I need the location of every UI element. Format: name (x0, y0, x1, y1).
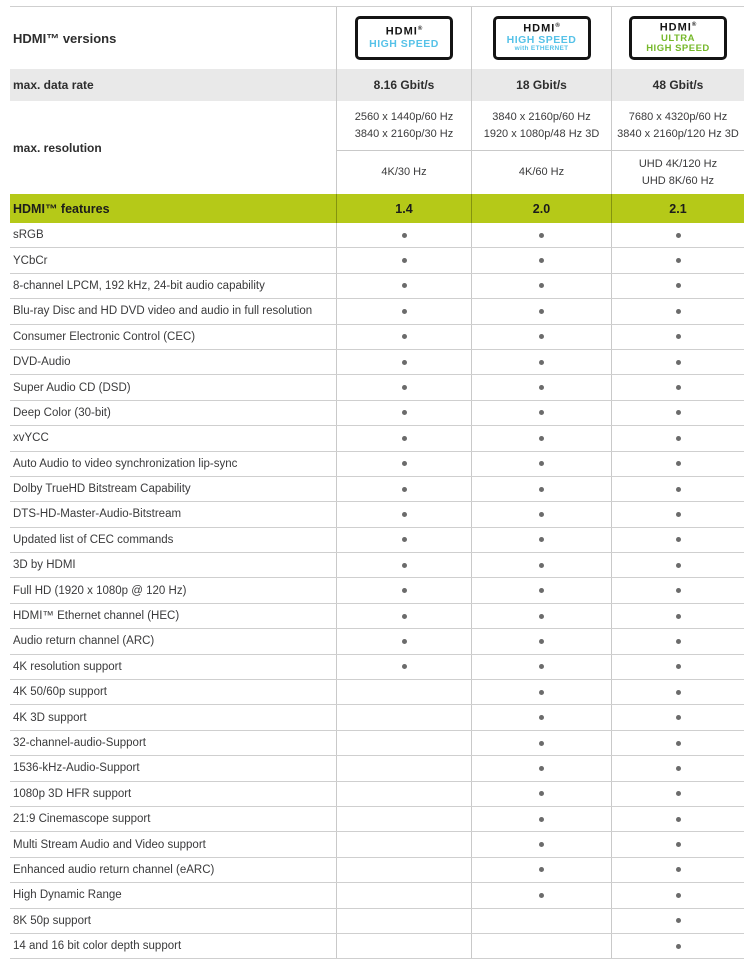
support-cell (471, 502, 611, 526)
support-cell (611, 502, 744, 526)
support-cell (336, 782, 471, 806)
table-row (10, 934, 744, 959)
support-cell (611, 629, 744, 653)
support-dot (402, 436, 407, 441)
support-dot (539, 893, 544, 898)
features-header-row (10, 194, 744, 223)
resolution-value (336, 101, 471, 151)
support-dot (402, 309, 407, 314)
support-cell (611, 731, 744, 755)
data-rate-value: 18 Gbit/s (471, 69, 611, 101)
feature-label: 1536-kHz-Audio-Support (13, 762, 140, 775)
resolution-line: 3840 x 2160p/120 Hz 3D (617, 127, 739, 140)
feature-label: 4K 50/60p support (13, 686, 107, 699)
support-dot (676, 918, 681, 923)
hdmi-ultra-high-speed-logo (629, 16, 727, 60)
support-cell (611, 705, 744, 729)
support-dot (539, 334, 544, 339)
support-dot (539, 461, 544, 466)
support-cell (611, 756, 744, 780)
resolution-line: 4K/30 Hz (381, 166, 427, 179)
table-row (10, 528, 744, 553)
features-header-label: HDMI™ features (13, 201, 110, 216)
support-dot (539, 436, 544, 441)
support-cell (336, 274, 471, 298)
support-cell (336, 731, 471, 755)
table-row (10, 807, 744, 832)
support-dot (539, 690, 544, 695)
feature-label: 4K resolution support (13, 660, 122, 673)
support-dot (539, 233, 544, 238)
support-cell (611, 223, 744, 247)
support-dot (402, 537, 407, 542)
hdmi-ultra-high-speed-logo (611, 7, 744, 69)
support-cell (471, 401, 611, 425)
table-row (10, 248, 744, 273)
support-dot (539, 563, 544, 568)
feature-label: DVD-Audio (13, 356, 71, 369)
support-dot (676, 690, 681, 695)
table-row (10, 756, 744, 781)
support-cell (471, 883, 611, 907)
table-row (10, 578, 744, 603)
support-cell (471, 604, 611, 628)
support-cell (471, 655, 611, 679)
feature-label: xvYCC (13, 432, 49, 445)
support-dot (676, 639, 681, 644)
data-rate-value: 48 Gbit/s (611, 69, 744, 101)
support-cell (471, 807, 611, 831)
support-cell (336, 883, 471, 907)
support-dot (402, 639, 407, 644)
support-dot (402, 410, 407, 415)
support-cell (611, 299, 744, 323)
support-cell (611, 528, 744, 552)
logo-subtitle: HIGH SPEED (369, 37, 439, 50)
support-cell (471, 452, 611, 476)
table-row (10, 274, 744, 299)
support-dot (539, 512, 544, 517)
support-dot (402, 487, 407, 492)
data-rate-row (10, 69, 744, 101)
support-dot (676, 233, 681, 238)
table-row (10, 553, 744, 578)
support-dot (402, 614, 407, 619)
feature-rows (10, 223, 744, 959)
logo-subtitle: HIGH SPEED (646, 43, 710, 55)
support-dot (676, 664, 681, 669)
table-row (10, 502, 744, 527)
support-cell (611, 807, 744, 831)
table-row (10, 883, 744, 908)
support-dot (676, 791, 681, 796)
hdmi-wordmark: HDMI® (659, 21, 697, 34)
support-cell (336, 705, 471, 729)
support-dot (402, 664, 407, 669)
support-dot (539, 741, 544, 746)
support-cell (336, 680, 471, 704)
support-dot (402, 563, 407, 568)
data-rate-value: 8.16 Gbit/s (336, 69, 471, 101)
support-cell (471, 553, 611, 577)
support-dot (676, 461, 681, 466)
table-row (10, 604, 744, 629)
support-cell (471, 528, 611, 552)
support-dot (676, 360, 681, 365)
support-cell (611, 452, 744, 476)
support-cell (471, 477, 611, 501)
support-dot (539, 309, 544, 314)
feature-label: Auto Audio to video synchronization lip-sync (13, 457, 238, 470)
support-cell (336, 832, 471, 856)
support-cell (336, 375, 471, 399)
feature-label: 3D by HDMI (13, 559, 76, 572)
feature-label: 21:9 Cinemascope support (13, 813, 151, 826)
support-dot (676, 537, 681, 542)
support-dot (539, 639, 544, 644)
support-cell (611, 248, 744, 272)
support-cell (471, 223, 611, 247)
resolution-line: 3840 x 2160p/60 Hz (492, 111, 591, 123)
resolution-label: max. resolution (13, 140, 102, 155)
table-row (10, 858, 744, 883)
support-cell (471, 909, 611, 933)
support-dot (539, 385, 544, 390)
resolution-line: 7680 x 4320p/60 Hz (628, 111, 728, 123)
feature-label: Audio return channel (ARC) (13, 635, 155, 648)
hdmi-high-speed-logo (336, 7, 471, 69)
feature-label: Enhanced audio return channel (eARC) (13, 863, 215, 876)
support-cell (336, 655, 471, 679)
resolution-line: UHD 8K/60 Hz (641, 174, 715, 187)
logo-subtitle: ULTRA (661, 33, 695, 45)
feature-label: Dolby TrueHD Bitstream Capability (13, 483, 191, 496)
support-dot (402, 461, 407, 466)
feature-label: Consumer Electronic Control (CEC) (13, 330, 196, 343)
table-row (10, 426, 744, 451)
support-dot (402, 283, 407, 288)
support-cell (611, 325, 744, 349)
support-dot (402, 360, 407, 365)
support-dot (539, 842, 544, 847)
support-cell (471, 274, 611, 298)
support-cell (611, 832, 744, 856)
table-row (10, 832, 744, 857)
table-row (10, 477, 744, 502)
table-row (10, 223, 744, 248)
table-row (10, 731, 744, 756)
support-dot (539, 766, 544, 771)
resolution-line: 4K/60 Hz (518, 166, 565, 179)
support-dot (676, 410, 681, 415)
support-cell (611, 934, 744, 958)
support-cell (336, 756, 471, 780)
hdmi-wordmark: HDMI® (385, 26, 423, 39)
support-cell (336, 604, 471, 628)
versions-row-label: HDMI™ versions (13, 30, 117, 46)
hdmi-high-speed-ethernet-logo (471, 7, 611, 69)
hdmi-wordmark: HDMI® (523, 22, 560, 35)
hdmi-high-speed-ethernet-logo (493, 16, 591, 60)
support-cell (611, 274, 744, 298)
support-dot (676, 766, 681, 771)
support-dot (676, 867, 681, 872)
support-cell (471, 832, 611, 856)
version-number: 2.0 (471, 194, 611, 223)
support-dot (676, 588, 681, 593)
feature-label: Blu-ray Disc and HD DVD video and audio in full resolution (13, 305, 313, 318)
table-row (10, 325, 744, 350)
logo-subtitle: with ETHERNET (514, 45, 569, 53)
support-cell (471, 426, 611, 450)
support-cell (336, 401, 471, 425)
support-dot (539, 588, 544, 593)
feature-label: sRGB (13, 229, 44, 242)
support-dot (676, 893, 681, 898)
version-number: 1.4 (336, 194, 471, 223)
resolution-value (611, 151, 744, 194)
support-cell (336, 909, 471, 933)
support-cell (336, 528, 471, 552)
feature-label: Updated list of CEC commands (13, 533, 174, 546)
support-dot (676, 944, 681, 949)
support-cell (611, 883, 744, 907)
version-number: 2.1 (611, 194, 744, 223)
support-cell (611, 426, 744, 450)
resolution-line: 2560 x 1440p/60 Hz (354, 111, 454, 123)
support-dot (676, 258, 681, 263)
support-cell (611, 578, 744, 602)
support-dot (402, 385, 407, 390)
feature-label: 4K 3D support (13, 711, 87, 724)
support-cell (336, 934, 471, 958)
support-dot (539, 487, 544, 492)
support-dot (676, 614, 681, 619)
support-cell (336, 807, 471, 831)
support-cell (336, 578, 471, 602)
table-row (10, 909, 744, 934)
feature-label: 8-channel LPCM, 192 kHz, 24-bit audio capability (13, 279, 265, 292)
support-cell (471, 680, 611, 704)
support-dot (676, 563, 681, 568)
feature-label: 32-channel-audio-Support (13, 737, 146, 749)
support-cell (611, 553, 744, 577)
support-cell (336, 553, 471, 577)
resolution-value (471, 101, 611, 151)
support-cell (471, 782, 611, 806)
support-cell (471, 325, 611, 349)
support-dot (402, 258, 407, 263)
support-dot (539, 817, 544, 822)
resolution-line: 3840 x 2160p/30 Hz (354, 127, 454, 140)
feature-label: Multi Stream Audio and Video support (13, 838, 206, 851)
hdmi-high-speed-logo (355, 16, 453, 60)
support-cell (471, 629, 611, 653)
table-row (10, 299, 744, 324)
support-cell (336, 350, 471, 374)
support-dot (402, 334, 407, 339)
feature-label: HDMI™ Ethernet channel (HEC) (13, 610, 180, 623)
support-dot (539, 664, 544, 669)
support-cell (611, 858, 744, 882)
support-dot (539, 791, 544, 796)
support-cell (336, 629, 471, 653)
support-dot (402, 233, 407, 238)
table-row (10, 680, 744, 705)
support-cell (611, 680, 744, 704)
support-dot (402, 512, 407, 517)
support-dot (539, 283, 544, 288)
table-row (10, 375, 744, 400)
support-dot (539, 614, 544, 619)
support-cell (611, 401, 744, 425)
feature-label: DTS-HD-Master-Audio-Bitstream (13, 508, 182, 521)
support-cell (611, 655, 744, 679)
support-cell (471, 299, 611, 323)
support-dot (676, 283, 681, 288)
table-row (10, 350, 744, 375)
support-dot (539, 258, 544, 263)
logo-subtitle: HIGH SPEED (506, 34, 577, 47)
support-cell (471, 731, 611, 755)
support-cell (336, 502, 471, 526)
resolution-line: 1920 x 1080p/48 Hz 3D (483, 127, 600, 140)
support-cell (611, 782, 744, 806)
feature-label: High Dynamic Range (13, 889, 122, 902)
feature-label: Deep Color (30-bit) (13, 406, 111, 419)
support-dot (402, 588, 407, 593)
support-cell (471, 350, 611, 374)
data-rate-label: max. data rate (13, 78, 94, 92)
table-row (10, 401, 744, 426)
support-cell (471, 248, 611, 272)
support-cell (336, 325, 471, 349)
support-dot (539, 537, 544, 542)
support-dot (539, 360, 544, 365)
support-cell (336, 299, 471, 323)
support-cell (471, 858, 611, 882)
feature-label: 1080p 3D HFR support (13, 787, 132, 800)
support-dot (676, 817, 681, 822)
support-dot (676, 385, 681, 390)
resolution-value (336, 151, 471, 194)
support-dot (676, 715, 681, 720)
support-dot (676, 309, 681, 314)
support-cell (611, 604, 744, 628)
support-cell (611, 350, 744, 374)
support-dot (676, 487, 681, 492)
support-cell (611, 909, 744, 933)
feature-label: Full HD (1920 x 1080p @ 120 Hz) (13, 584, 187, 597)
support-cell (336, 248, 471, 272)
support-cell (471, 756, 611, 780)
support-cell (336, 452, 471, 476)
support-cell (471, 705, 611, 729)
support-dot (676, 842, 681, 847)
resolution-value (611, 101, 744, 151)
support-dot (539, 715, 544, 720)
feature-label: Super Audio CD (DSD) (13, 381, 131, 394)
support-cell (611, 477, 744, 501)
support-dot (539, 410, 544, 415)
versions-row (10, 7, 744, 69)
support-cell (336, 223, 471, 247)
table-row (10, 655, 744, 680)
feature-label: YCbCr (13, 254, 48, 267)
support-dot (676, 741, 681, 746)
table-row (10, 629, 744, 654)
resolution-rows (10, 101, 744, 194)
support-dot (676, 436, 681, 441)
support-cell (336, 426, 471, 450)
table-row (10, 782, 744, 807)
support-dot (676, 334, 681, 339)
support-cell (471, 934, 611, 958)
support-cell (336, 858, 471, 882)
table-row (10, 452, 744, 477)
support-cell (611, 375, 744, 399)
hdmi-comparison-table (10, 6, 744, 959)
support-cell (471, 578, 611, 602)
resolution-value (471, 151, 611, 194)
support-dot (539, 867, 544, 872)
support-cell (471, 375, 611, 399)
resolution-line: UHD 4K/120 Hz (638, 158, 718, 170)
feature-label: 8K 50p support (13, 914, 92, 927)
feature-label: 14 and 16 bit color depth support (13, 940, 182, 953)
support-cell (336, 477, 471, 501)
table-row (10, 705, 744, 730)
support-dot (676, 512, 681, 517)
